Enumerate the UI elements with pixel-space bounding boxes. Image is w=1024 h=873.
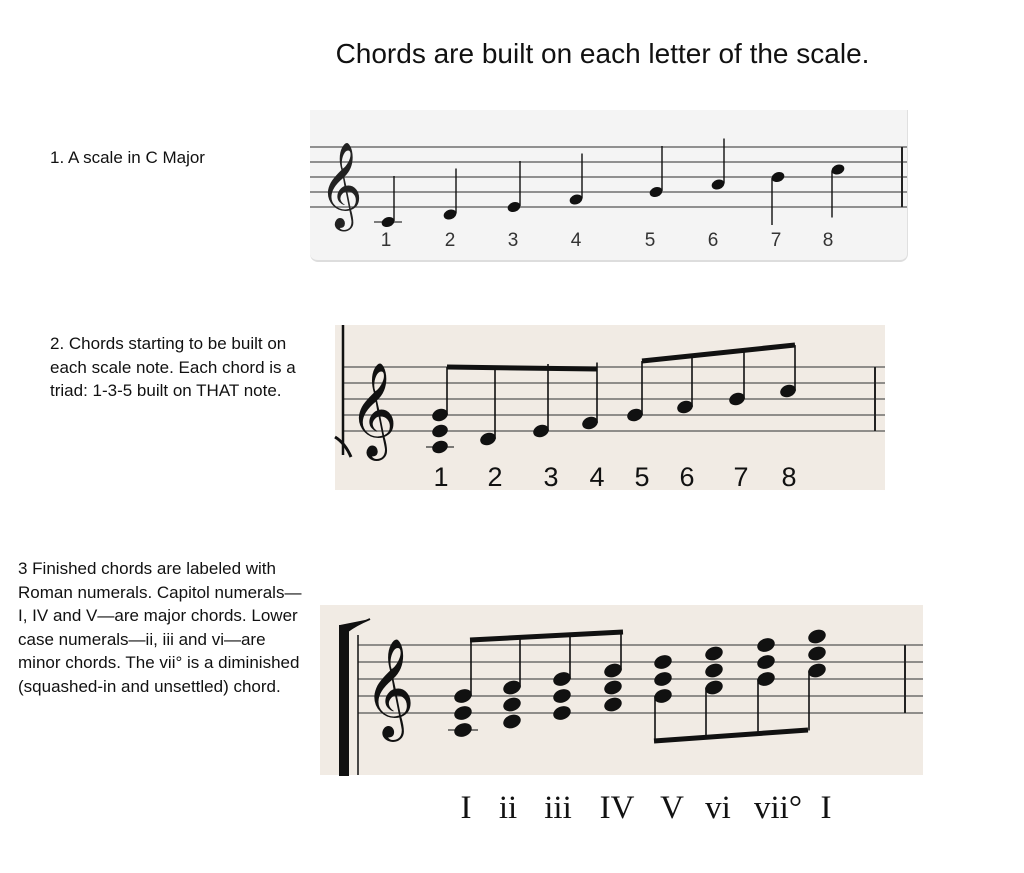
roman-numeral-label: vi — [705, 790, 731, 826]
chord-root-label: 2 — [487, 462, 503, 492]
treble-clef-icon: 𝄞 — [319, 142, 363, 228]
treble-clef-icon: 𝄞 — [349, 362, 398, 457]
chord-root-label: 8 — [781, 462, 797, 492]
roman-numeral-label: I — [820, 790, 832, 826]
scale-degree-label: 3 — [507, 230, 519, 251]
scale-degree-label: 8 — [822, 230, 834, 251]
scale-degree-label: 1 — [380, 230, 392, 251]
scale-degree-numbers — [310, 230, 907, 254]
triad-notes — [335, 345, 798, 457]
roman-numeral-label: IV — [599, 790, 635, 826]
note-head — [602, 678, 623, 696]
page-title: Chords are built on each letter of the scale. — [335, 38, 870, 69]
scale-degree-label: 2 — [444, 230, 456, 251]
roman-numeral-label: ii — [498, 790, 518, 826]
note-head — [652, 653, 673, 671]
note-head — [501, 695, 522, 713]
note-head — [806, 627, 827, 645]
scale-notes — [374, 139, 846, 229]
roman-numeral-label: iii — [544, 790, 572, 826]
triad-staff — [335, 325, 885, 465]
note-head — [602, 695, 623, 713]
beam — [654, 730, 808, 741]
note-head — [501, 712, 522, 730]
scale-degree-label: 6 — [707, 230, 719, 251]
roman-numeral-label: V — [660, 790, 684, 826]
note-head — [430, 423, 449, 440]
chord-root-label: 4 — [589, 462, 605, 492]
chord-root-label: 6 — [679, 462, 695, 492]
roman-numeral-label: I — [460, 790, 472, 826]
note-head — [703, 661, 724, 679]
treble-clef-icon: 𝄞 — [364, 638, 415, 738]
note-head — [806, 644, 827, 662]
note-head — [452, 704, 473, 722]
note-head — [551, 687, 572, 705]
scale-staff — [310, 110, 907, 228]
note-head — [430, 439, 449, 456]
chord-staff — [320, 605, 923, 775]
chord-root-label: 3 — [543, 462, 559, 492]
note-head — [652, 670, 673, 688]
beam — [642, 345, 795, 361]
beam — [470, 632, 623, 640]
note-head — [551, 704, 572, 722]
note-head — [755, 653, 776, 671]
note-head — [703, 644, 724, 662]
scale-staff-panel — [310, 110, 908, 262]
roman-numeral-labels — [440, 790, 860, 830]
caption-scale: 1. A scale in C Major — [50, 148, 205, 167]
chord-root-label: 5 — [634, 462, 650, 492]
triad-staff-panel — [335, 325, 885, 490]
scale-degree-label: 7 — [770, 230, 782, 251]
beam — [447, 367, 597, 369]
caption-finished-chords: 3 Finished chords are labeled with Roman numerals. Capitol numerals—I, IV and V—are major chords. Lower case numerals—ii, iii and vi—are minor chords. The vii° is a diminished (squashed-in and unsettled) chord. — [18, 559, 302, 696]
roman-numeral-label: vii° — [753, 790, 803, 826]
chord-root-label: 1 — [433, 462, 449, 492]
scale-degree-label: 4 — [570, 230, 582, 251]
chord-root-label: 7 — [733, 462, 749, 492]
note-head — [452, 721, 473, 739]
chord-root-numbers — [335, 462, 885, 492]
chord-staff-panel — [320, 605, 923, 775]
note-head — [755, 636, 776, 654]
caption-triads: 2. Chords starting to be built on each scale note. Each chord is a triad: 1-3-5 built on THAT note. — [50, 334, 296, 400]
scale-degree-label: 5 — [644, 230, 656, 251]
